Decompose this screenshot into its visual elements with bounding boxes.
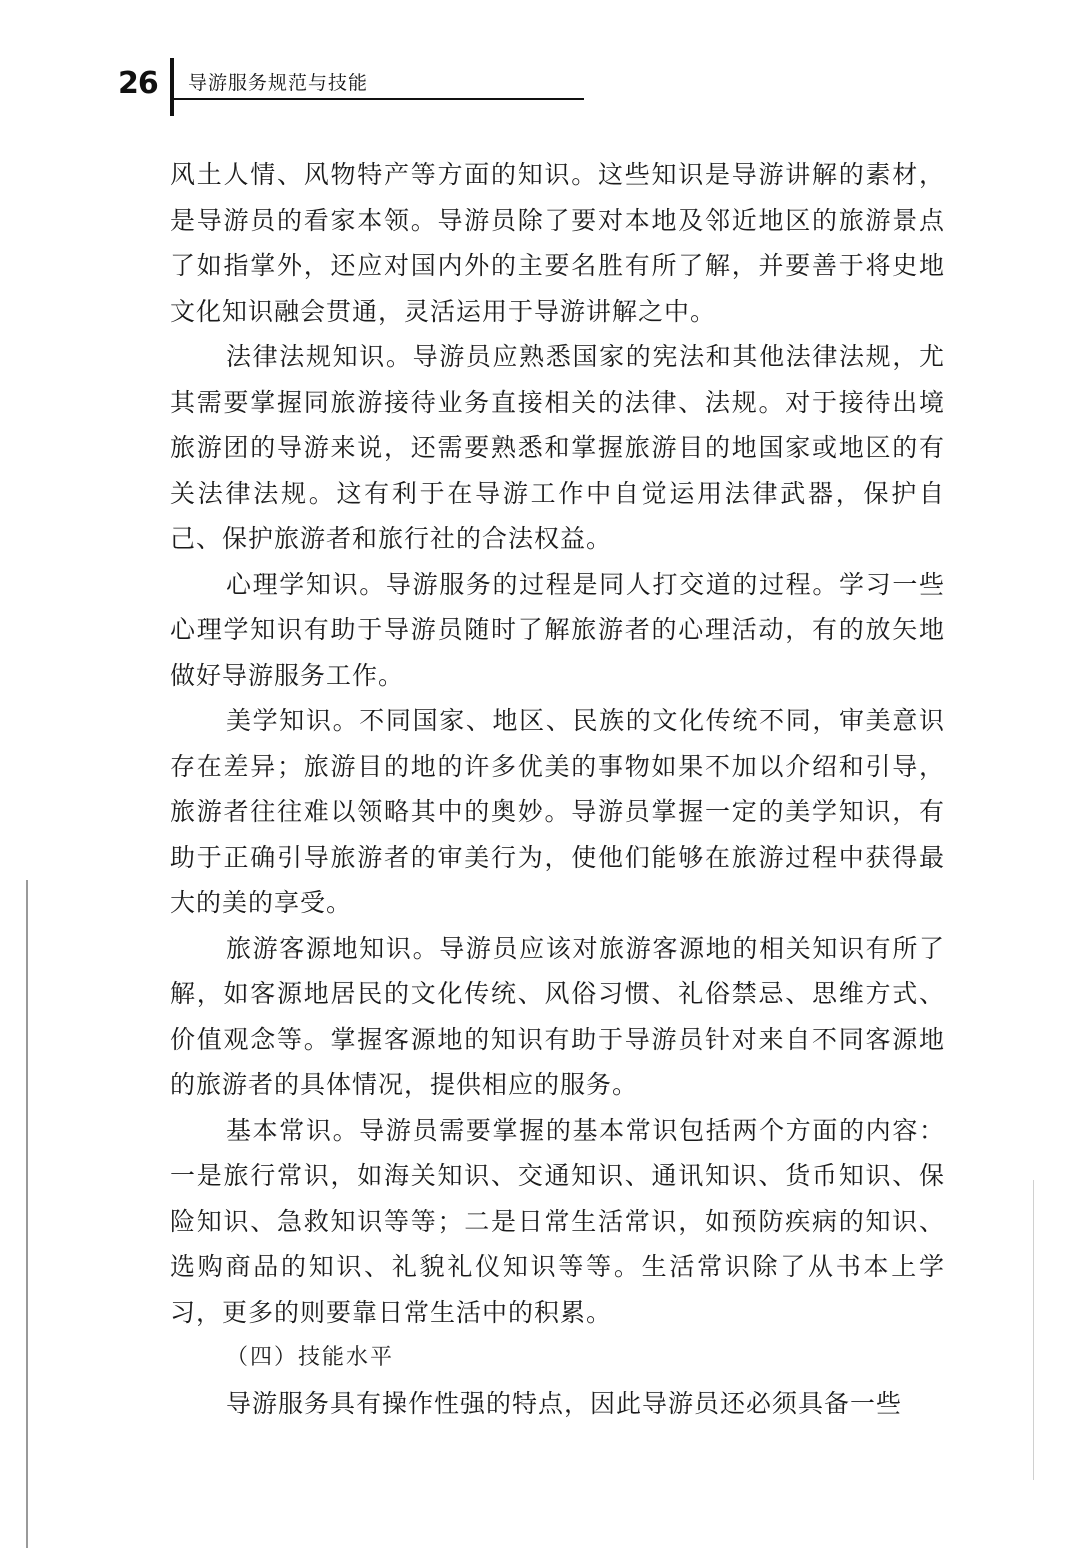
section-heading: （四）技能水平 xyxy=(226,1345,395,1370)
paragraph-continuation: 风土人情、风物特产等方面的知识。这些知识是导游讲解的素材，是导游员的看家本领。导游员除了要对本地及邻近地区的旅游景点了如指掌外，还应对国内外的主要名胜有所了解，并要善于将史地文化知识融会贯通，灵活运用于导游讲解之中。 xyxy=(170,160,945,326)
paragraph-skills-intro: 导游服务具有操作性强的特点，因此导游员还必须具备一些 xyxy=(226,1388,903,1418)
page-header xyxy=(118,58,588,122)
paragraph-general-knowledge: 基本常识。导游员需要掌握的基本常识包括两个方面的内容：一是旅行常识，如海关知识、交通知识、通讯知识、货币知识、保险知识、急救知识等等；二是日常生活常识，如预防疾病的知识、选购商品的知识、礼貌礼仪知识等等。生活常识除了从书本上学习，更多的则要靠日常生活中的积累。 xyxy=(170,1115,945,1327)
paragraph-aesthetics-knowledge: 美学知识。不同国家、地区、民族的文化传统不同，审美意识存在差异；旅游目的地的许多优美的事物如果不加以介绍和引导，旅游者往往难以领略其中的奥妙。导游员掌握一定的美学知识，有助于正确引导旅游者的审美行为，使他们能够在旅游过程中获得最大的美的享受。 xyxy=(170,706,945,917)
page-number: 26 xyxy=(118,66,158,101)
body-text xyxy=(170,152,945,1426)
paragraph-source-market-knowledge: 旅游客源地知识。导游员应该对旅游客源地的相关知识有所了解，如客源地居民的文化传统、风俗习惯、礼俗禁忌、思维方式、价值观念等。掌握客源地的知识有助于导游员针对来自不同客源地的旅游者的具体情况，提供相应的服务。 xyxy=(170,933,945,1099)
header-vertical-bar xyxy=(170,58,174,116)
paragraph-law-knowledge: 法律法规知识。导游员应熟悉国家的宪法和其他法律法规，尤其需要掌握同旅游接待业务直接相关的法律、法规。对于接待出境旅游团的导游来说，还需要熟悉和掌握旅游目的地国家或地区的有关法律法规。这有利于在导游工作中自觉运用法律武器，保护自己、保护旅游者和旅行社的合法权益。 xyxy=(170,342,945,553)
paragraph-psychology-knowledge: 心理学知识。导游服务的过程是同人打交道的过程。学习一些心理学知识有助于导游员随时了解旅游者的心理活动，有的放矢地做好导游服务工作。 xyxy=(170,569,945,690)
header-rule xyxy=(174,98,584,100)
scan-edge-left xyxy=(26,880,28,1548)
running-title: 导游服务规范与技能 xyxy=(188,72,369,94)
scan-edge-right xyxy=(1033,1180,1034,1480)
